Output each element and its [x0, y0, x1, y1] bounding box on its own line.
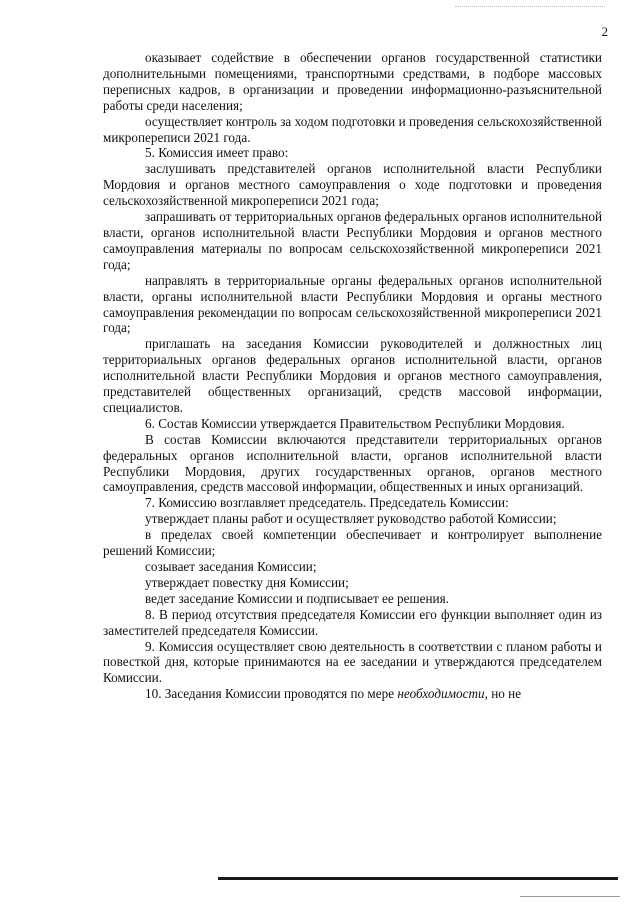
paragraph: запрашивать от территориальных органов федеральных органов исполнительной власти, органов исполнительной власти Республики Мордовия и органов местного самоуправления материалы по вопросам сельскохозяйственной микропереписи 2021 года; [103, 209, 602, 272]
paragraph: созывает заседания Комиссии; [145, 559, 317, 574]
scan-artifact-top [455, 6, 605, 7]
paragraph: осуществляет контроль за ходом подготовки и проведения сельскохозяйственной микропереписи 2021 года. [103, 113, 602, 145]
paragraph: 8. В период отсутствия председателя Комиссии его функции выполняет один из заместителей председателя Комиссии. [103, 606, 602, 638]
paragraph-last-text: 10. Заседания Комиссии проводятся по мере [145, 686, 398, 702]
paragraph: утверждает планы работ и осуществляет руководство работой Комиссии; [145, 511, 557, 527]
paragraph: В состав Комиссии включаются представители территориальных органов федеральных органов исполнительной власти, органов исполнительной власти Республики Мордовия, других государственных органов, органов местного самоуправления, средств массовой информации, общественных и иных организаций. [103, 431, 602, 495]
paragraph: 9. Комиссия осуществляет свою деятельность в соответствии с планом работы и повесткой дня, которые принимаются на ее заседании и утверждаются председателем Комиссии. [103, 638, 602, 686]
paragraph: 6. Состав Комиссии утверждается Правительством Республики Мордовия. [145, 415, 565, 431]
document-body [103, 50, 602, 702]
paragraph: 7. Комиссию возглавляет председатель. Председатель Комиссии: [145, 495, 509, 511]
scan-artifact-bottom-thin [520, 896, 620, 897]
paragraph: оказывает содействие в обеспечении органов государственной статистики дополнительными помещениями, транспортными средствами, в подборе массовых переписных кадров, в организации и проведении информационно-разъяснительной работы среди населения; [103, 50, 602, 113]
paragraph: в пределах своей компетенции обеспечивает и контролирует выполнение решений Комиссии; [103, 527, 602, 559]
paragraph-last-tail: , но не [484, 686, 522, 702]
scan-artifact-bottom [218, 877, 618, 880]
emphasis-text: необходимости [397, 686, 485, 702]
paragraph: утверждает повестку дня Комиссии; [145, 574, 349, 590]
paragraph-last [103, 686, 602, 702]
paragraph: направлять в территориальные органы федеральных органов исполнительной власти, органы исполнительной власти Республики Мордовия и органы местного самоуправления рекомендации по вопросам сельскохозяйственной микропереписи 2021 года; [103, 272, 602, 336]
paragraph: ведет заседание Комиссии и подписывает ее решения. [145, 590, 449, 606]
paragraph: 5. Комиссия имеет право: [145, 145, 289, 161]
paragraph: заслушивать представителей органов исполнительной власти Республики Мордовия и органов местного самоуправления о ходе подготовки и проведения сельскохозяйственной микропереписи 2021 года; [103, 161, 602, 209]
paragraph: приглашать на заседания Комиссии руководителей и должностных лиц территориальных органов федеральных органов исполнительной власти, органов исполнительной власти Республики Мордовия и органов местного самоуправления, представителей общественных организаций, средств массовой информации, специалистов. [103, 336, 602, 415]
page-number: 2 [601, 24, 608, 39]
